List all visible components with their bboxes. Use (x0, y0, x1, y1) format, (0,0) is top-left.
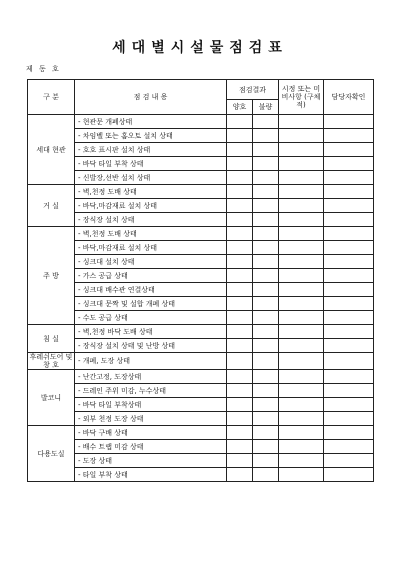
good-cell[interactable] (227, 339, 253, 353)
table-body (28, 115, 374, 482)
corrective-cell[interactable] (279, 384, 324, 398)
inspector-cell[interactable] (324, 325, 374, 339)
corrective-cell[interactable] (279, 426, 324, 440)
category-cell: 후레쉬도어 및 창 호 (28, 353, 75, 370)
check-item: - 도장 상태 (75, 454, 227, 468)
good-cell[interactable] (227, 227, 253, 241)
inspector-cell[interactable] (324, 398, 374, 412)
bad-cell[interactable] (253, 440, 279, 454)
table-row (28, 157, 374, 171)
inspector-cell[interactable] (324, 297, 374, 311)
bad-cell[interactable] (253, 325, 279, 339)
table-row (28, 185, 374, 199)
check-item: - 드레인 주위 미감, 누수상태 (75, 384, 227, 398)
inspector-cell[interactable] (324, 129, 374, 143)
inspection-table (27, 79, 374, 482)
check-item: - 개폐, 도장 상태 (75, 353, 227, 370)
bad-cell[interactable] (253, 255, 279, 269)
check-item: - 바닥 타일 부착상태 (75, 398, 227, 412)
bad-cell[interactable] (253, 468, 279, 482)
header-content: 점 검 내 용 (75, 80, 227, 115)
corrective-cell[interactable] (279, 157, 324, 171)
check-item: - 신발장,선반 설치 상태 (75, 171, 227, 185)
good-cell[interactable] (227, 398, 253, 412)
inspector-cell[interactable] (324, 311, 374, 325)
corrective-cell[interactable] (279, 412, 324, 426)
check-item: - 배수 트랩 미감 상태 (75, 440, 227, 454)
inspector-cell[interactable] (324, 115, 374, 129)
corrective-cell[interactable] (279, 129, 324, 143)
corrective-cell[interactable] (279, 255, 324, 269)
corrective-cell[interactable] (279, 440, 324, 454)
inspector-cell[interactable] (324, 199, 374, 213)
check-item: - 싱크대 배수관 연결상태 (75, 283, 227, 297)
inspector-cell[interactable] (324, 440, 374, 454)
table-row (28, 398, 374, 412)
inspector-cell[interactable] (324, 227, 374, 241)
bad-cell[interactable] (253, 297, 279, 311)
table-row (28, 283, 374, 297)
check-item: - 수도 공급 상태 (75, 311, 227, 325)
good-cell[interactable] (227, 157, 253, 171)
good-cell[interactable] (227, 426, 253, 440)
corrective-cell[interactable] (279, 370, 324, 384)
table-row (28, 353, 374, 370)
bad-cell[interactable] (253, 143, 279, 157)
category-cell: 거 실 (28, 185, 75, 227)
good-cell[interactable] (227, 370, 253, 384)
good-cell[interactable] (227, 412, 253, 426)
bad-cell[interactable] (253, 227, 279, 241)
check-item: - 바닥 타일 부착 상태 (75, 157, 227, 171)
good-cell[interactable] (227, 143, 253, 157)
check-item: - 장식장 설치 상태 및 난방 상태 (75, 339, 227, 353)
bad-cell[interactable] (253, 339, 279, 353)
bad-cell[interactable] (253, 412, 279, 426)
header-category: 구 분 (28, 80, 75, 115)
table-row (28, 454, 374, 468)
good-cell[interactable] (227, 297, 253, 311)
corrective-cell[interactable] (279, 353, 324, 370)
bad-cell[interactable] (253, 171, 279, 185)
corrective-cell[interactable] (279, 269, 324, 283)
corrective-cell[interactable] (279, 468, 324, 482)
bad-cell[interactable] (253, 115, 279, 129)
check-item: - 차임벨 또는 홈오토 설치 상태 (75, 129, 227, 143)
category-cell: 침 실 (28, 325, 75, 353)
good-cell[interactable] (227, 353, 253, 370)
inspector-cell[interactable] (324, 353, 374, 370)
inspector-cell[interactable] (324, 339, 374, 353)
good-cell[interactable] (227, 185, 253, 199)
check-item: - 벽,천정 도배 상태 (75, 227, 227, 241)
category-cell: 주 방 (28, 227, 75, 325)
inspector-cell[interactable] (324, 269, 374, 283)
good-cell[interactable] (227, 129, 253, 143)
inspector-cell[interactable] (324, 384, 374, 398)
bad-cell[interactable] (253, 241, 279, 255)
bad-cell[interactable] (253, 398, 279, 412)
check-item: - 현관문 개폐상태 (75, 115, 227, 129)
check-item: - 싱크대 설치 상태 (75, 255, 227, 269)
inspector-cell[interactable] (324, 426, 374, 440)
bad-cell[interactable] (253, 269, 279, 283)
category-cell: 다용도실 (28, 426, 75, 482)
table-row (28, 227, 374, 241)
corrective-cell[interactable] (279, 339, 324, 353)
good-cell[interactable] (227, 255, 253, 269)
corrective-cell[interactable] (279, 143, 324, 157)
corrective-cell[interactable] (279, 115, 324, 129)
inspector-cell[interactable] (324, 255, 374, 269)
bad-cell[interactable] (253, 129, 279, 143)
bad-cell[interactable] (253, 370, 279, 384)
corrective-cell[interactable] (279, 199, 324, 213)
check-item: - 싱크대 문짝 및 설합 개폐 상태 (75, 297, 227, 311)
bad-cell[interactable] (253, 157, 279, 171)
good-cell[interactable] (227, 311, 253, 325)
corrective-cell[interactable] (279, 283, 324, 297)
check-item: - 난간고정, 도장상태 (75, 370, 227, 384)
table-row (28, 199, 374, 213)
table-row (28, 384, 374, 398)
check-item: - 타일 부착 상태 (75, 468, 227, 482)
header-corrective: 시정 또는 미비사항 (구체적) (279, 80, 324, 115)
corrective-cell[interactable] (279, 454, 324, 468)
good-cell[interactable] (227, 241, 253, 255)
corrective-cell[interactable] (279, 398, 324, 412)
table-row (28, 255, 374, 269)
table-row (28, 171, 374, 185)
corrective-cell[interactable] (279, 227, 324, 241)
good-cell[interactable] (227, 384, 253, 398)
inspector-cell[interactable] (324, 468, 374, 482)
table-row (28, 269, 374, 283)
table-row (28, 129, 374, 143)
corrective-cell[interactable] (279, 213, 324, 227)
good-cell[interactable] (227, 440, 253, 454)
category-cell: 발코니 (28, 370, 75, 426)
check-item: - 외부 천정 도장 상태 (75, 412, 227, 426)
good-cell[interactable] (227, 199, 253, 213)
good-cell[interactable] (227, 213, 253, 227)
header-good: 양호 (227, 100, 253, 115)
good-cell[interactable] (227, 269, 253, 283)
good-cell[interactable] (227, 454, 253, 468)
table-row (28, 325, 374, 339)
good-cell[interactable] (227, 283, 253, 297)
inspector-cell[interactable] (324, 157, 374, 171)
table-row (28, 426, 374, 440)
table-row (28, 143, 374, 157)
table-row (28, 370, 374, 384)
inspector-cell[interactable] (324, 370, 374, 384)
check-item: - 벽,천정 도배 상태 (75, 185, 227, 199)
table-row (28, 440, 374, 454)
inspector-cell[interactable] (324, 143, 374, 157)
corrective-cell[interactable] (279, 241, 324, 255)
bad-cell[interactable] (253, 199, 279, 213)
check-item: - 가스 공급 상태 (75, 269, 227, 283)
header-bad: 불량 (253, 100, 279, 115)
good-cell[interactable] (227, 468, 253, 482)
check-item: - 장식장 설치 상태 (75, 213, 227, 227)
page-title: 세대별시설물점검표 (112, 40, 288, 56)
bad-cell[interactable] (253, 283, 279, 297)
table-row (28, 468, 374, 482)
table-row (28, 311, 374, 325)
check-item: - 바닥 구배 상태 (75, 426, 227, 440)
bad-cell[interactable] (253, 185, 279, 199)
good-cell[interactable] (227, 115, 253, 129)
inspector-cell[interactable] (324, 454, 374, 468)
bad-cell[interactable] (253, 213, 279, 227)
header-result: 점검결과 (227, 80, 279, 100)
bad-cell[interactable] (253, 426, 279, 440)
inspector-cell[interactable] (324, 283, 374, 297)
inspector-cell[interactable] (324, 412, 374, 426)
inspector-cell[interactable] (324, 171, 374, 185)
header-inspector: 담당자확인 (324, 80, 374, 115)
inspector-cell[interactable] (324, 185, 374, 199)
good-cell[interactable] (227, 325, 253, 339)
bad-cell[interactable] (253, 454, 279, 468)
table-row (28, 241, 374, 255)
check-item: - 바닥,마감재료 설치 상태 (75, 199, 227, 213)
table-row (28, 339, 374, 353)
corrective-cell[interactable] (279, 185, 324, 199)
check-item: - 벽,천정 바닥 도배 상태 (75, 325, 227, 339)
table-row (28, 115, 374, 129)
category-cell: 세대 현관 (28, 115, 75, 185)
unit-label: 제 동 호 (26, 65, 61, 73)
bad-cell[interactable] (253, 311, 279, 325)
bad-cell[interactable] (253, 384, 279, 398)
corrective-cell[interactable] (279, 325, 324, 339)
table-row (28, 213, 374, 227)
good-cell[interactable] (227, 171, 253, 185)
table-row (28, 412, 374, 426)
inspector-cell[interactable] (324, 213, 374, 227)
check-item: - 바닥,마감재료 설치 상태 (75, 241, 227, 255)
corrective-cell[interactable] (279, 297, 324, 311)
corrective-cell[interactable] (279, 171, 324, 185)
inspector-cell[interactable] (324, 241, 374, 255)
corrective-cell[interactable] (279, 311, 324, 325)
table-row (28, 297, 374, 311)
check-item: - 호호 표시판 설치 상태 (75, 143, 227, 157)
bad-cell[interactable] (253, 353, 279, 370)
